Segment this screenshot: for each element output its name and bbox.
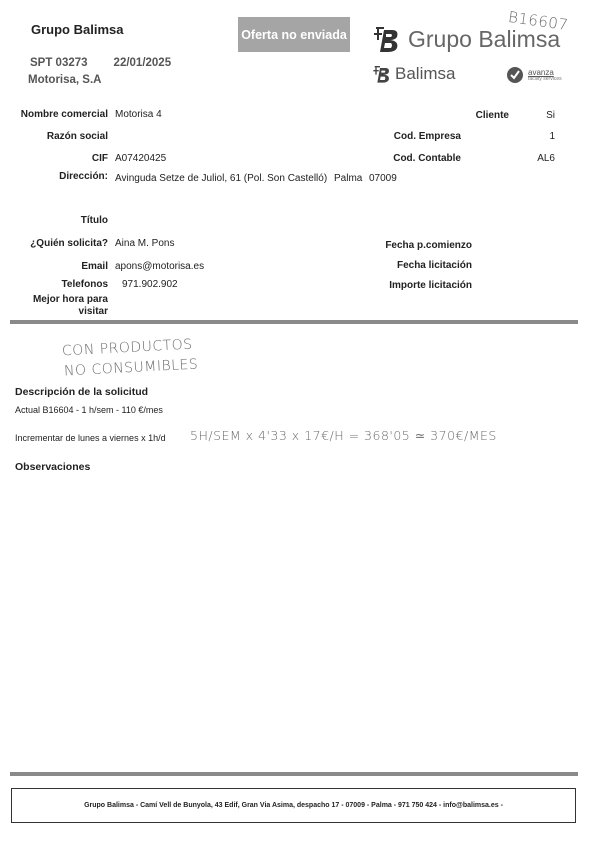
label-cod-empresa: Cod. Empresa bbox=[393, 131, 461, 142]
value-zip: 07009 bbox=[369, 173, 397, 184]
label-fecha-comienzo: Fecha p.comienzo bbox=[385, 240, 472, 251]
spt-code: SPT 03273 bbox=[30, 57, 88, 69]
label-mejor-hora-line2: visitar bbox=[78, 306, 108, 317]
descripcion-title: Descripción de la solicitud bbox=[15, 386, 149, 398]
label-quien-solicita: ¿Quién solicita? bbox=[30, 238, 108, 249]
offer-date: 22/01/2025 bbox=[113, 57, 172, 69]
balimsa-b-icon bbox=[372, 24, 402, 54]
handwritten-calculation: 5H/SEM x 4'33 x 17€/H = 368'05 ≃ 370€/MES bbox=[190, 428, 497, 443]
label-nombre-comercial: Nombre comercial bbox=[20, 109, 108, 120]
status-badge: Oferta no enviada bbox=[238, 17, 350, 52]
footer-text: Grupo Balimsa - Camí Vell de Bunyola, 43 Edif, Gran Via Asima, despacho 17 - 07009 - Palma - 971 750 424 - info@balimsa.es - bbox=[84, 802, 503, 809]
value-cod-contable: AL6 bbox=[537, 153, 555, 164]
descripcion-line2: Incrementar de lunes a viernes x 1h/d bbox=[15, 433, 166, 443]
handwritten-reference: B16607 bbox=[507, 7, 570, 35]
logo-main-text: Grupo Balimsa bbox=[408, 25, 561, 52]
client-name: Motorisa, S.A bbox=[28, 74, 102, 86]
value-telefonos: 971.902.902 bbox=[122, 279, 178, 290]
value-email: apons@motorisa.es bbox=[115, 261, 205, 272]
label-telefonos: Telefonos bbox=[61, 279, 108, 290]
label-email: Email bbox=[81, 261, 108, 272]
value-quien-solicita: Aina M. Pons bbox=[115, 238, 175, 249]
value-city: Palma bbox=[334, 173, 363, 184]
grupo-balimsa-logo bbox=[372, 24, 560, 54]
label-fecha-licitacion: Fecha licitación bbox=[396, 260, 472, 271]
offer-code-line bbox=[30, 57, 171, 69]
label-cod-contable: Cod. Contable bbox=[393, 153, 461, 164]
avanza-text: avanza bbox=[528, 67, 554, 77]
label-cliente: Cliente bbox=[475, 110, 509, 121]
label-razon-social: Razón social bbox=[46, 131, 108, 142]
label-direccion: Dirección: bbox=[59, 171, 108, 182]
avanza-subtext: facility services bbox=[528, 75, 562, 82]
avanza-logo bbox=[506, 66, 562, 84]
value-cliente: Si bbox=[546, 110, 555, 121]
value-cif: A07420425 bbox=[115, 153, 167, 164]
company-name: Grupo Balimsa bbox=[31, 22, 124, 37]
handwritten-note-line2: NO CONSUMIBLES bbox=[63, 356, 199, 380]
label-titulo: Título bbox=[80, 215, 108, 226]
label-cif: CIF bbox=[91, 153, 108, 164]
balimsa-logo bbox=[372, 64, 455, 84]
section-divider-top bbox=[10, 320, 578, 324]
value-nombre-comercial: Motorisa 4 bbox=[115, 109, 162, 120]
handwritten-note-line1: CON PRODUCTOS bbox=[61, 336, 194, 360]
value-direccion: Avinguda Setze de Juliol, 61 (Pol. Son Castelló) bbox=[115, 173, 328, 184]
avanza-check-icon bbox=[506, 66, 524, 84]
label-mejor-hora-line1: Mejor hora para bbox=[32, 294, 108, 305]
label-importe-licitacion: Importe licitación bbox=[389, 280, 472, 291]
descripcion-line1: Actual B16604 - 1 h/sem - 110 €/mes bbox=[15, 405, 163, 415]
balimsa-small-b-icon bbox=[372, 64, 392, 84]
footer bbox=[11, 788, 576, 823]
value-cod-empresa: 1 bbox=[549, 131, 555, 142]
observaciones-title: Observaciones bbox=[15, 461, 91, 473]
logo-balimsa-text: Balimsa bbox=[395, 64, 456, 83]
label-mejor-hora bbox=[10, 294, 108, 318]
section-divider-bottom bbox=[10, 772, 578, 776]
